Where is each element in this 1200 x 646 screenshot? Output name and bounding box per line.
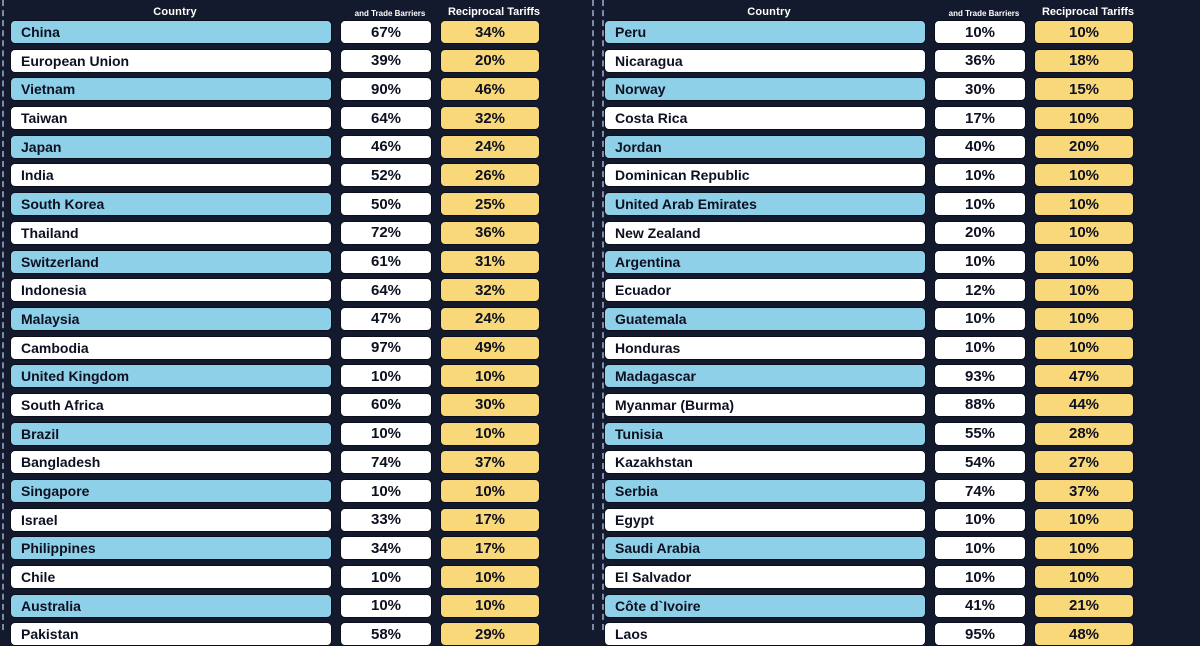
cell-country: European Union [10,49,332,73]
cell-tariff-charged: 10% [934,307,1026,331]
cell-country: Bangladesh [10,450,332,474]
table-row [10,508,578,532]
cell-reciprocal-tariff: 10% [440,364,540,388]
header-reciprocal-tariffs: Reciprocal Tariffs [447,6,541,18]
cell-country: Pakistan [10,622,332,646]
cell-reciprocal-tariff: 21% [1034,594,1134,618]
cell-country: Egypt [604,508,926,532]
cell-reciprocal-tariff: 10% [1034,221,1134,245]
table-row [604,622,1192,646]
header-country: Country [153,6,197,18]
table-row [604,221,1192,245]
cell-country: Serbia [604,479,926,503]
cell-reciprocal-tariff: 10% [440,422,540,446]
cell-reciprocal-tariff: 25% [440,192,540,216]
cell-reciprocal-tariff: 17% [440,508,540,532]
cell-country: Laos [604,622,926,646]
cell-reciprocal-tariff: 10% [1034,536,1134,560]
left-table-panel [0,0,586,643]
cell-reciprocal-tariff: 10% [1034,336,1134,360]
cell-reciprocal-tariff: 10% [440,565,540,589]
cell-country: Indonesia [10,278,332,302]
table-row [10,307,578,331]
cell-reciprocal-tariff: 10% [1034,20,1134,44]
table-row [10,106,578,130]
cell-tariff-charged: 10% [340,565,432,589]
cell-country: South Korea [10,192,332,216]
cell-tariff-charged: 64% [340,278,432,302]
cell-tariff-charged: 90% [340,77,432,101]
cell-reciprocal-tariff: 29% [440,622,540,646]
cell-reciprocal-tariff: 10% [1034,278,1134,302]
header-tariffs-charged: and Trade Barriers [948,9,1020,18]
table-row [10,622,578,646]
cell-tariff-charged: 55% [934,422,1026,446]
cell-tariff-charged: 95% [934,622,1026,646]
cell-tariff-charged: 10% [934,508,1026,532]
header-country: Country [747,6,791,18]
cell-reciprocal-tariff: 34% [440,20,540,44]
cell-reciprocal-tariff: 20% [1034,135,1134,159]
table-row [604,508,1192,532]
cell-tariff-charged: 97% [340,336,432,360]
cell-country: Taiwan [10,106,332,130]
cell-tariff-charged: 10% [340,422,432,446]
cell-reciprocal-tariff: 20% [440,49,540,73]
right-table-header [604,0,1192,18]
cell-tariff-charged: 40% [934,135,1026,159]
table-row [10,192,578,216]
cell-reciprocal-tariff: 10% [440,479,540,503]
table-row [10,594,578,618]
cell-country: Switzerland [10,250,332,274]
table-row [604,393,1192,417]
cell-reciprocal-tariff: 47% [1034,364,1134,388]
cell-reciprocal-tariff: 10% [1034,192,1134,216]
cell-country: India [10,163,332,187]
cell-tariff-charged: 50% [340,192,432,216]
cell-country: Saudi Arabia [604,536,926,560]
cell-country: Myanmar (Burma) [604,393,926,417]
table-row [10,450,578,474]
cell-tariff-charged: 52% [340,163,432,187]
table-row [604,278,1192,302]
cell-tariff-charged: 88% [934,393,1026,417]
table-row [10,479,578,503]
cell-tariff-charged: 41% [934,594,1026,618]
table-row [604,450,1192,474]
cell-tariff-charged: 36% [934,49,1026,73]
cell-tariff-charged: 30% [934,77,1026,101]
table-row [10,422,578,446]
cell-reciprocal-tariff: 37% [1034,479,1134,503]
cell-reciprocal-tariff: 10% [1034,307,1134,331]
cell-country: Guatemala [604,307,926,331]
cell-country: El Salvador [604,565,926,589]
cell-reciprocal-tariff: 10% [1034,106,1134,130]
cell-reciprocal-tariff: 10% [1034,565,1134,589]
right-rows-container [604,20,1192,646]
cell-tariff-charged: 39% [340,49,432,73]
cell-reciprocal-tariff: 10% [440,594,540,618]
table-row [10,221,578,245]
cell-country: Tunisia [604,422,926,446]
cell-tariff-charged: 74% [934,479,1026,503]
cell-reciprocal-tariff: 49% [440,336,540,360]
cell-tariff-charged: 34% [340,536,432,560]
cell-tariff-charged: 10% [934,565,1026,589]
cell-tariff-charged: 72% [340,221,432,245]
cell-country: Ecuador [604,278,926,302]
left-rows-container [10,20,578,646]
cell-reciprocal-tariff: 30% [440,393,540,417]
table-row [604,422,1192,446]
cell-tariff-charged: 10% [340,594,432,618]
cell-country: Israel [10,508,332,532]
cell-tariff-charged: 67% [340,20,432,44]
cell-reciprocal-tariff: 37% [440,450,540,474]
cell-reciprocal-tariff: 27% [1034,450,1134,474]
cell-reciprocal-tariff: 10% [1034,508,1134,532]
cell-tariff-charged: 10% [340,364,432,388]
cell-country: Dominican Republic [604,163,926,187]
cell-tariff-charged: 10% [340,479,432,503]
cell-tariff-charged: 20% [934,221,1026,245]
cell-country: Thailand [10,221,332,245]
cell-reciprocal-tariff: 10% [1034,250,1134,274]
header-reciprocal-tariffs: Reciprocal Tariffs [1041,6,1135,18]
table-row [604,192,1192,216]
table-row [604,77,1192,101]
cell-country: Madagascar [604,364,926,388]
cell-tariff-charged: 93% [934,364,1026,388]
table-row [604,135,1192,159]
cell-reciprocal-tariff: 15% [1034,77,1134,101]
table-row [604,336,1192,360]
cell-country: Malaysia [10,307,332,331]
table-row [10,536,578,560]
cell-reciprocal-tariff: 31% [440,250,540,274]
table-row [10,278,578,302]
table-row [10,20,578,44]
cell-country: Japan [10,135,332,159]
table-row [10,77,578,101]
cell-tariff-charged: 54% [934,450,1026,474]
cell-reciprocal-tariff: 26% [440,163,540,187]
cell-tariff-charged: 10% [934,163,1026,187]
cell-tariff-charged: 10% [934,336,1026,360]
cell-country: China [10,20,332,44]
cell-country: Côte d`Ivoire [604,594,926,618]
cell-country: Norway [604,77,926,101]
cell-country: Nicaragua [604,49,926,73]
right-table-panel [586,0,1200,643]
cell-reciprocal-tariff: 17% [440,536,540,560]
cell-country: Chile [10,565,332,589]
cell-tariff-charged: 60% [340,393,432,417]
cell-reciprocal-tariff: 32% [440,278,540,302]
cell-tariff-charged: 10% [934,250,1026,274]
cell-tariff-charged: 33% [340,508,432,532]
cell-country: Costa Rica [604,106,926,130]
cell-reciprocal-tariff: 48% [1034,622,1134,646]
cell-reciprocal-tariff: 24% [440,135,540,159]
cell-country: Jordan [604,135,926,159]
header-tariffs-charged: and Trade Barriers [354,9,426,18]
cell-country: Honduras [604,336,926,360]
table-row [604,364,1192,388]
table-row [10,135,578,159]
table-row [604,163,1192,187]
cell-tariff-charged: 47% [340,307,432,331]
cell-reciprocal-tariff: 44% [1034,393,1134,417]
cell-tariff-charged: 17% [934,106,1026,130]
cell-country: Singapore [10,479,332,503]
cell-country: Brazil [10,422,332,446]
table-row [10,393,578,417]
cell-reciprocal-tariff: 18% [1034,49,1134,73]
cell-country: Australia [10,594,332,618]
table-row [604,307,1192,331]
cell-tariff-charged: 64% [340,106,432,130]
cell-country: Kazakhstan [604,450,926,474]
table-row [604,479,1192,503]
table-row [604,250,1192,274]
cell-country: Cambodia [10,336,332,360]
table-row [604,594,1192,618]
table-row [604,20,1192,44]
cell-tariff-charged: 10% [934,20,1026,44]
cell-country: Peru [604,20,926,44]
table-row [10,163,578,187]
table-row [604,49,1192,73]
table-row [604,536,1192,560]
table-row [604,565,1192,589]
table-row [10,336,578,360]
cell-tariff-charged: 74% [340,450,432,474]
cell-reciprocal-tariff: 46% [440,77,540,101]
cell-reciprocal-tariff: 32% [440,106,540,130]
cell-tariff-charged: 10% [934,536,1026,560]
cell-tariff-charged: 61% [340,250,432,274]
cell-reciprocal-tariff: 10% [1034,163,1134,187]
cell-country: Philippines [10,536,332,560]
table-row [10,364,578,388]
cell-reciprocal-tariff: 36% [440,221,540,245]
cell-country: Vietnam [10,77,332,101]
cell-country: New Zealand [604,221,926,245]
cell-tariff-charged: 10% [934,192,1026,216]
cell-country: Argentina [604,250,926,274]
cell-tariff-charged: 12% [934,278,1026,302]
cell-tariff-charged: 46% [340,135,432,159]
cell-country: United Arab Emirates [604,192,926,216]
table-row [604,106,1192,130]
table-row [10,250,578,274]
cell-country: United Kingdom [10,364,332,388]
cell-tariff-charged: 58% [340,622,432,646]
table-row [10,49,578,73]
left-table-header [10,0,578,18]
cell-country: South Africa [10,393,332,417]
table-row [10,565,578,589]
cell-reciprocal-tariff: 24% [440,307,540,331]
cell-reciprocal-tariff: 28% [1034,422,1134,446]
